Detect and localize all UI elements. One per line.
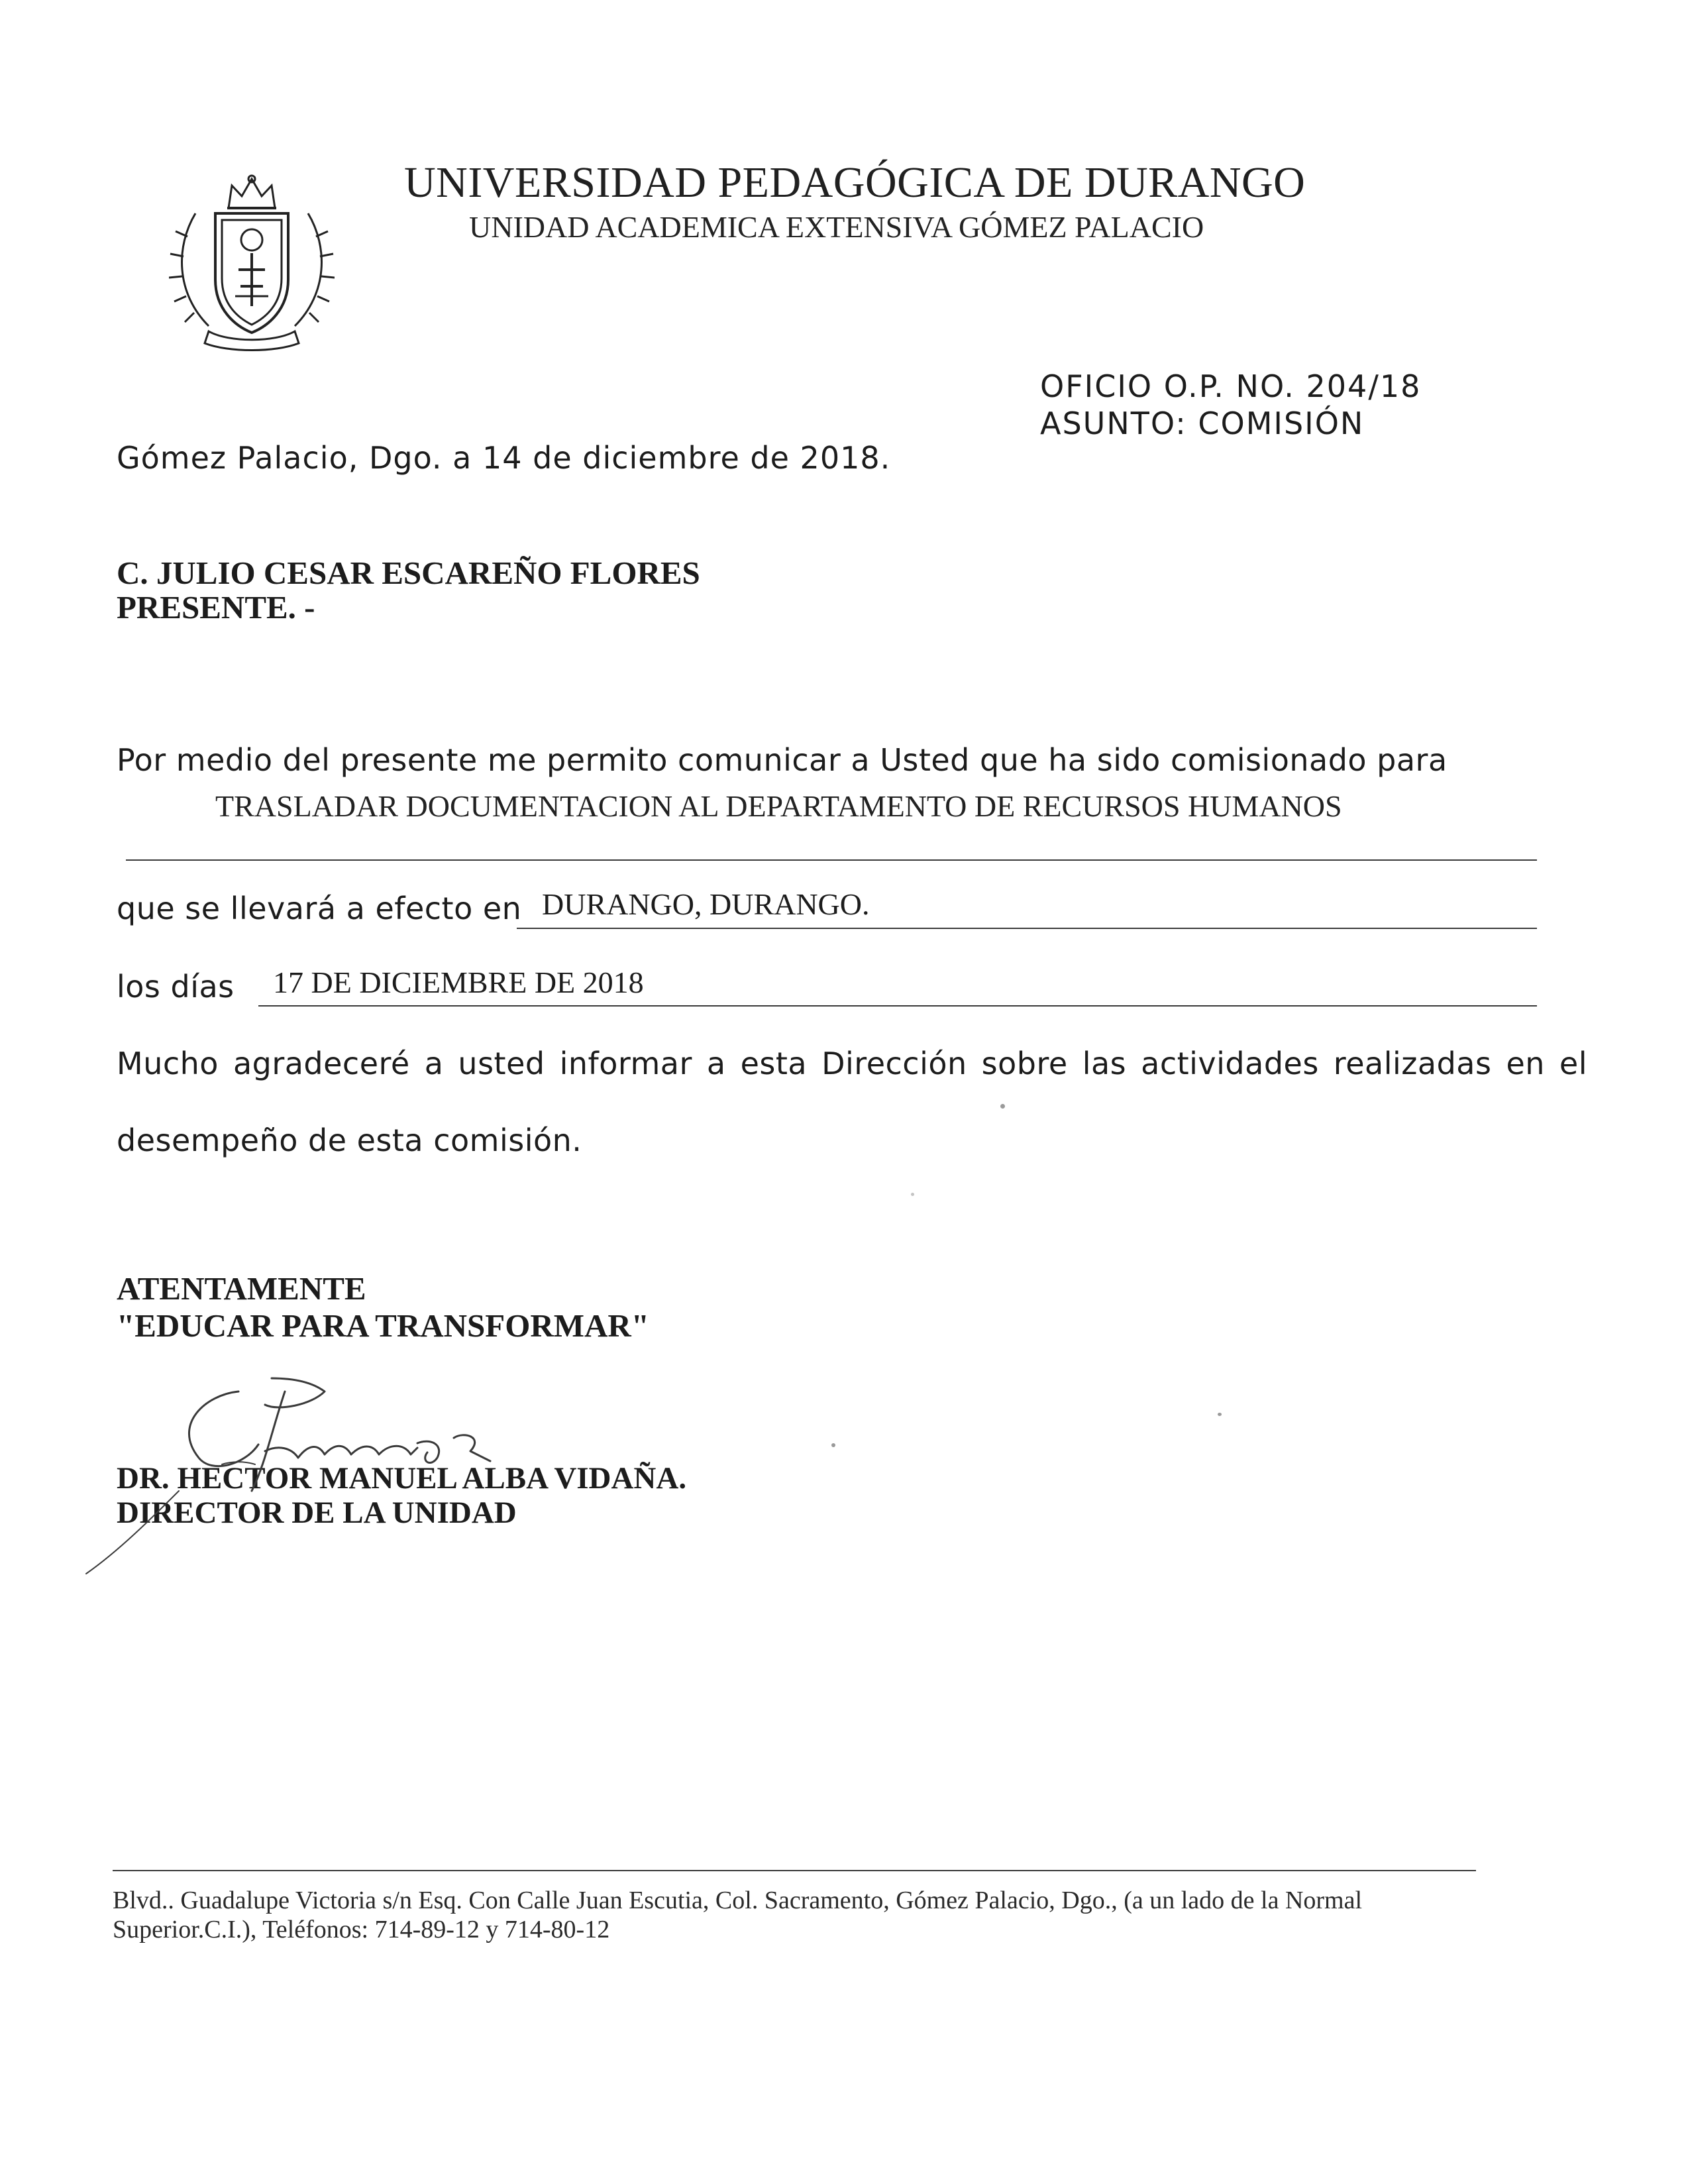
fill-in-line bbox=[126, 859, 1537, 861]
closing-paragraph-line: Mucho agradeceré a usted informar a esta Dirección sobre las actividades realizadas en el bbox=[117, 1046, 1587, 1081]
scan-speck bbox=[1218, 1413, 1222, 1416]
body-intro: Por medio del presente me permito comunicar a Usted que ha sido comisionado para bbox=[117, 742, 1448, 778]
location-label: que se llevará a efecto en bbox=[117, 891, 522, 926]
days-value: 17 DE DICIEMBRE DE 2018 bbox=[273, 965, 644, 999]
place-and-date: Gómez Palacio, Dgo. a 14 de diciembre de 2018. bbox=[117, 440, 891, 476]
oficio-number: OFICIO O.P. NO. 204/18 bbox=[1040, 368, 1422, 404]
fill-in-line bbox=[517, 928, 1537, 929]
commission-task: TRASLADAR DOCUMENTACION AL DEPARTAMENTO DE RECURSOS HUMANOS bbox=[215, 789, 1342, 823]
university-title: UNIVERSIDAD PEDAGÓGICA DE DURANGO bbox=[404, 158, 1306, 207]
footer-address: Superior.C.I.), Teléfonos: 714-89-12 y 714-80-12 bbox=[113, 1916, 610, 1943]
fill-in-line bbox=[258, 1005, 1537, 1007]
scan-speck bbox=[911, 1193, 914, 1196]
location-value: DURANGO, DURANGO. bbox=[542, 887, 870, 921]
university-crest-emblem bbox=[169, 174, 335, 351]
scan-speck bbox=[1000, 1104, 1005, 1109]
unit-subtitle: UNIDAD ACADEMICA EXTENSIVA GÓMEZ PALACIO bbox=[469, 210, 1204, 244]
recipient-name: C. JULIO CESAR ESCAREÑO FLORES bbox=[117, 555, 700, 591]
closing-paragraph-line: desempeño de esta comisión. bbox=[117, 1122, 582, 1158]
recipient-presente: PRESENTE. - bbox=[117, 589, 315, 626]
institution-motto: "EDUCAR PARA TRANSFORMAR" bbox=[117, 1307, 649, 1344]
scan-speck bbox=[831, 1443, 835, 1447]
handwritten-signature bbox=[73, 1365, 603, 1584]
atentamente: ATENTAMENTE bbox=[117, 1270, 366, 1307]
signer-title: DIRECTOR DE LA UNIDAD bbox=[117, 1496, 517, 1530]
days-label: los días bbox=[117, 969, 235, 1005]
asunto-subject: ASUNTO: COMISIÓN bbox=[1040, 406, 1365, 441]
footer-address: Blvd.. Guadalupe Victoria s/n Esq. Con Calle Juan Escutia, Col. Sacramento, Gómez Palacio, Dgo., (a un lado de la Normal bbox=[113, 1886, 1363, 1914]
footer-divider bbox=[113, 1870, 1476, 1871]
signer-name: DR. HECTOR MANUEL ALBA VIDAÑA. bbox=[117, 1461, 687, 1496]
